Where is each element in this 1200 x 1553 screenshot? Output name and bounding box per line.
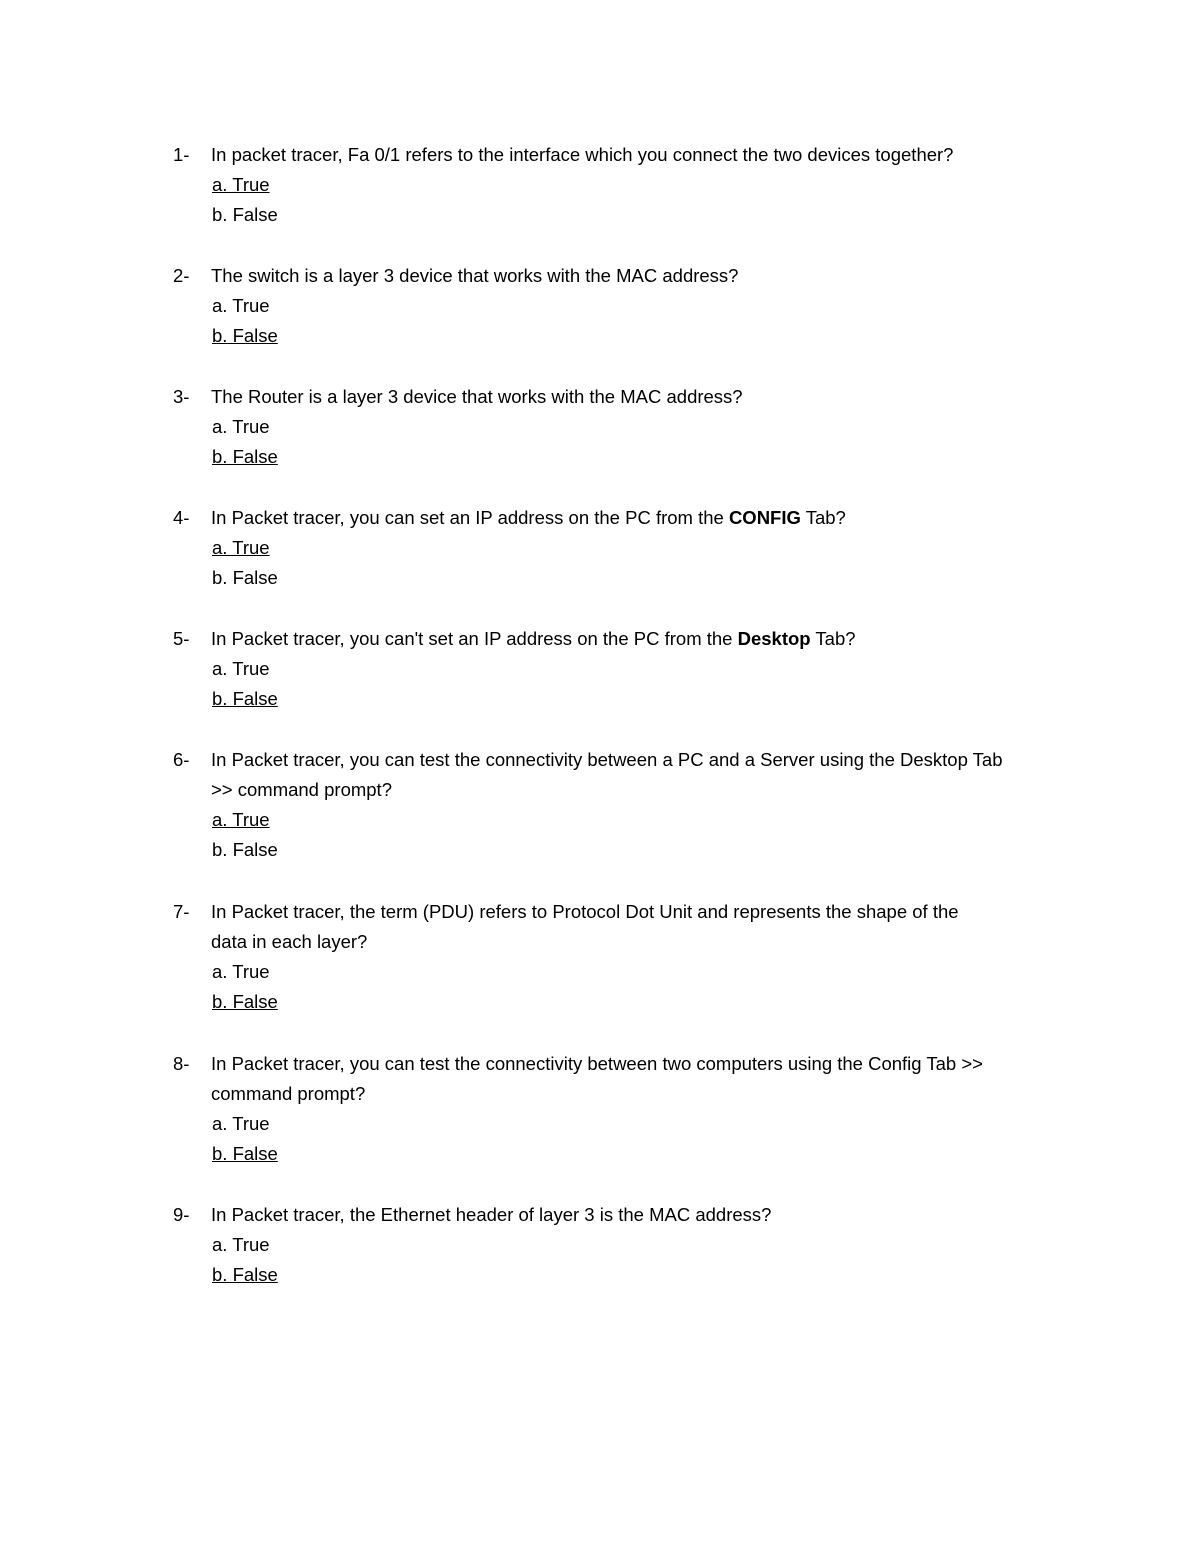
question-number: 5- [173, 628, 190, 649]
option-label: b. False [212, 991, 278, 1012]
option-label: a. True [212, 537, 270, 558]
option-label: b. False [212, 567, 278, 588]
option-a [0, 170, 1200, 200]
option-b [0, 563, 1200, 593]
question-line-continued [0, 1079, 1200, 1109]
question-text-start: In Packet tracer, you can't set an IP address on the PC from the [211, 628, 738, 649]
option-label: b. False [212, 1264, 278, 1285]
question-9 [0, 1200, 1200, 1290]
question-number: 6- [173, 749, 190, 770]
option-a [0, 412, 1200, 442]
option-b [0, 1139, 1200, 1169]
question-text: In Packet tracer, the term (PDU) refers to Protocol Dot Unit and represents the shape of the [211, 901, 959, 922]
option-label: a. True [212, 174, 270, 195]
question-text: data in each layer? [211, 931, 368, 952]
emphasized-term: CONFIG [728, 507, 801, 528]
question-text: In Packet tracer, you can test the connectivity between a PC and a Server using the Desktop Tab [211, 749, 1003, 770]
question-text [211, 624, 856, 654]
option-label: a. True [212, 1113, 270, 1134]
question-line [0, 382, 1200, 412]
question-number: 2- [173, 265, 190, 286]
question-text: In packet tracer, Fa 0/1 refers to the interface which you connect the two devices together? [211, 144, 954, 165]
question-text [211, 503, 846, 533]
question-2 [0, 261, 1200, 351]
option-b [0, 684, 1200, 714]
question-4 [0, 503, 1200, 593]
option-a [0, 1109, 1200, 1139]
question-text-end: Tab? [810, 628, 856, 649]
option-label: b. False [212, 446, 278, 467]
option-a [0, 1230, 1200, 1260]
option-a [0, 291, 1200, 321]
question-number: 4- [173, 507, 190, 528]
question-line [0, 745, 1200, 775]
option-b [0, 987, 1200, 1017]
question-text: >> command prompt? [211, 779, 392, 800]
option-label: a. True [212, 809, 270, 830]
question-line [0, 261, 1200, 291]
option-label: a. True [212, 416, 270, 437]
question-number: 7- [173, 901, 190, 922]
question-1 [0, 140, 1200, 230]
question-line-continued [0, 775, 1200, 805]
question-number: 9- [173, 1204, 190, 1225]
question-line [0, 1049, 1200, 1079]
question-text-start: In Packet tracer, you can set an IP address on the PC from the [211, 507, 729, 528]
question-line-continued [0, 927, 1200, 957]
question-8 [0, 1049, 1200, 1169]
question-text: The switch is a layer 3 device that works with the MAC address? [211, 265, 739, 286]
question-text: The Router is a layer 3 device that works with the MAC address? [211, 386, 743, 407]
option-label: a. True [212, 658, 270, 679]
option-a [0, 654, 1200, 684]
question-number: 8- [173, 1053, 190, 1074]
option-a [0, 805, 1200, 835]
question-line [0, 624, 1200, 654]
option-label: b. False [212, 204, 278, 225]
option-label: a. True [212, 295, 270, 316]
question-number: 3- [173, 386, 190, 407]
question-line [0, 503, 1200, 533]
question-3 [0, 382, 1200, 472]
question-5 [0, 624, 1200, 714]
option-label: a. True [212, 1234, 270, 1255]
question-text: In Packet tracer, you can test the connectivity between two computers using the Config Tab >> [211, 1053, 983, 1074]
question-6 [0, 745, 1200, 865]
option-b [0, 321, 1200, 351]
option-label: b. False [212, 325, 278, 346]
question-text-end: Tab? [800, 507, 846, 528]
option-a [0, 957, 1200, 987]
option-b [0, 200, 1200, 230]
option-label: b. False [212, 688, 278, 709]
question-line [0, 897, 1200, 927]
option-a [0, 533, 1200, 563]
option-label: a. True [212, 961, 270, 982]
question-7 [0, 897, 1200, 1017]
option-label: b. False [212, 1143, 278, 1164]
option-b [0, 835, 1200, 865]
emphasized-term: Desktop [737, 628, 811, 649]
question-number: 1- [173, 144, 190, 165]
question-text: command prompt? [211, 1083, 366, 1104]
question-text: In Packet tracer, the Ethernet header of layer 3 is the MAC address? [211, 1204, 772, 1225]
option-b [0, 442, 1200, 472]
option-b [0, 1260, 1200, 1290]
option-label: b. False [212, 839, 278, 860]
question-line [0, 140, 1200, 170]
question-line [0, 1200, 1200, 1230]
